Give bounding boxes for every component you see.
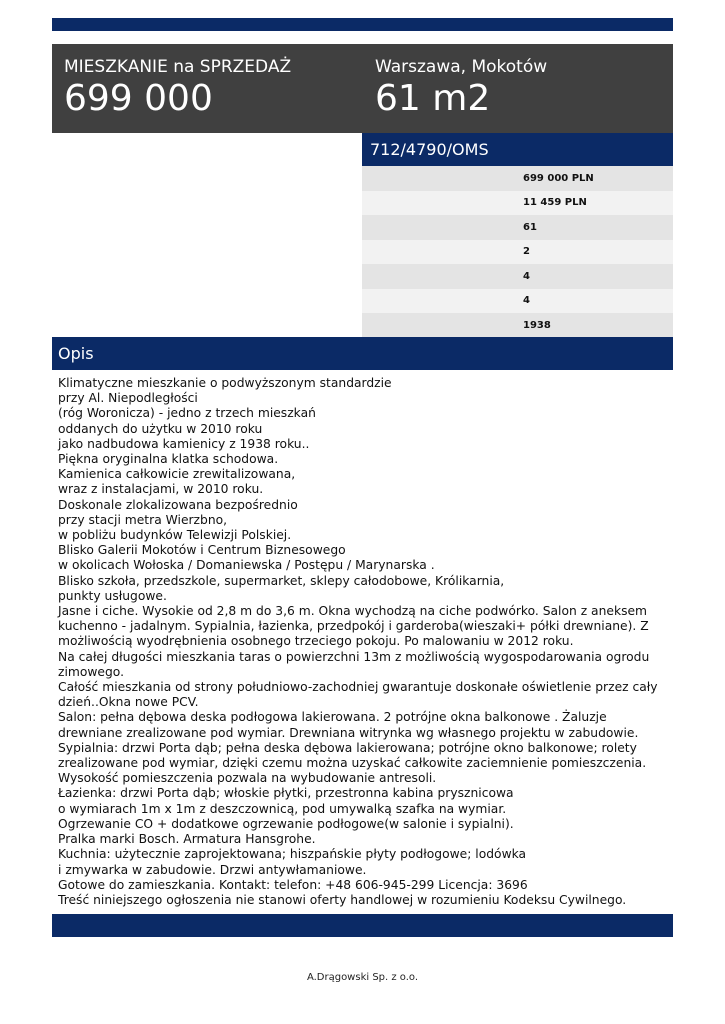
listing-area: 61 m2 <box>375 78 491 119</box>
description-line: Klimatyczne mieszkanie o podwyższonym standardzie <box>58 376 392 390</box>
description-line: w pobliżu budynków Telewizji Polskiej. <box>58 528 292 543</box>
listing-location: Warszawa, Mokotów <box>375 57 548 77</box>
description-line: o wymiarach 1m x 1m z deszczownicą, pod umywalką szafka na wymiar. <box>58 801 507 816</box>
param-value: 2 <box>523 246 530 258</box>
description-line: Piękna oryginalna klatka schodowa. <box>58 452 279 467</box>
description-line: przy Al. Niepodległości <box>58 391 198 406</box>
description-line: możliwością wyodrębnienia osobnego trzeciego pokoju. Po malowaniu w 2012 roku. <box>58 634 574 649</box>
description-line: i zmywarka w zabudowie. Drzwi antywłamaniowe. <box>58 862 367 877</box>
param-value: 1938 <box>523 319 551 331</box>
description-line: Na całej długości mieszkania taras o powierzchni 13m z możliwością wygospodarowania ogrodu <box>58 649 650 664</box>
param-row <box>362 166 673 191</box>
listing-header <box>52 44 673 133</box>
description-line: oddanych do użytku w 2010 roku <box>58 421 263 436</box>
description-line: zrealizowane pod wymiar, dzięki czemu można uzyskać całkowite zaciemnienie pomieszczenia. <box>58 756 647 771</box>
param-row <box>362 240 673 265</box>
description-title: Opis <box>58 344 94 363</box>
param-value: 699 000 PLN <box>523 172 594 184</box>
footer-company: A.Drągowski Sp. z o.o. <box>306 972 419 983</box>
description-line: Ogrzewanie CO + dodatkowe ogrzewanie podłogowe(w salonie i sypialni). <box>58 816 514 831</box>
description-line: przy stacji metra Wierzbno, <box>58 512 228 527</box>
param-row <box>362 264 673 289</box>
description-text <box>58 376 668 908</box>
parameters-table <box>362 166 673 338</box>
description-line: zimowego. <box>58 664 125 679</box>
description-line: Całość mieszkania od strony południowo-zachodniej gwarantuje doskonałe oświetlenie przez cały <box>58 680 658 695</box>
description-line: Doskonale zlokalizowana bezpośrednio <box>58 497 298 512</box>
description-line: drewniane zrealizowane pod wymiar. Drewniana witrynka wg własnego projektu w zabudowie. <box>58 725 639 740</box>
description-line: w okolicach Wołoska / Domaniewska / Postępu / Marynarska . <box>58 558 435 573</box>
description-line: Treść niniejszego ogłoszenia nie stanowi oferty handlowej w rozumieniu Kodeksu Cywilnego. <box>58 892 627 907</box>
param-value: 4 <box>523 295 530 307</box>
offer-reference: 712/4790/OMS <box>370 140 489 159</box>
param-row <box>362 313 673 338</box>
description-line: kuchenno - jadalnym. Sypialnia, łazienka, przedpokój i garderoba(wieszaki+ półki drewniane). Z <box>58 619 649 634</box>
description-line: Sypialnia: drzwi Porta dąb; pełna deska dębowa lakierowana; potrójne okno balkonowe; rolety <box>58 740 637 755</box>
offer-reference-bar <box>362 133 673 166</box>
description-line: Kuchnia: użytecznie zaprojektowana; hiszpańskie płyty podłogowe; lodówka <box>58 847 527 862</box>
description-line: Blisko szkoła, przedszkole, supermarket, sklepy całodobowe, Królikarnia, <box>58 573 505 588</box>
description-line: Kamienica całkowicie zrewitalizowana, <box>58 467 296 482</box>
bottom-accent-bar <box>52 914 673 937</box>
description-line: Gotowe do zamieszkania. Kontakt: telefon: +48 606-945-299 Licencja: 3696 <box>58 877 528 892</box>
listing-type: MIESZKANIE na SPRZEDAŻ <box>64 57 292 77</box>
param-row <box>362 289 673 314</box>
param-row <box>362 191 673 216</box>
param-value: 11 459 PLN <box>523 197 587 209</box>
description-line: Wysokość pomieszczenia pozwala na wybudowanie antresoli. <box>58 771 437 786</box>
param-value: 61 <box>523 221 537 233</box>
price-block <box>64 56 291 120</box>
description-line: Jasne i ciche. Wysokie od 2,8 m do 3,6 m. Okna wychodzą na ciche podwórko. Salon z aneksem <box>58 604 648 619</box>
description-line: Łazienka: drzwi Porta dąb; włoskie płytki, przestronna kabina prysznicowa <box>58 786 514 801</box>
description-header <box>52 337 673 370</box>
param-value: 4 <box>523 270 530 282</box>
description-line: jako nadbudowa kamienicy z 1938 roku.. <box>58 436 310 451</box>
description-line: (róg Woronicza) - jedno z trzech mieszkań <box>58 406 316 421</box>
description-line: wraz z instalacjami, w 2010 roku. <box>58 482 264 497</box>
top-accent-bar <box>52 18 673 31</box>
param-row <box>362 215 673 240</box>
description-line: Pralka marki Bosch. Armatura Hansgrohe. <box>58 832 316 847</box>
location-block <box>375 56 547 120</box>
description-line: punkty usługowe. <box>58 588 167 603</box>
listing-price: 699 000 <box>64 78 213 119</box>
description-line: dzień..Okna nowe PCV. <box>58 695 199 710</box>
description-line: Blisko Galerii Mokotów i Centrum Biznesowego <box>58 543 346 558</box>
description-line: Salon: pełna dębowa deska podłogowa lakierowana. 2 potrójne okna balkonowe . Żaluzje <box>58 710 607 725</box>
